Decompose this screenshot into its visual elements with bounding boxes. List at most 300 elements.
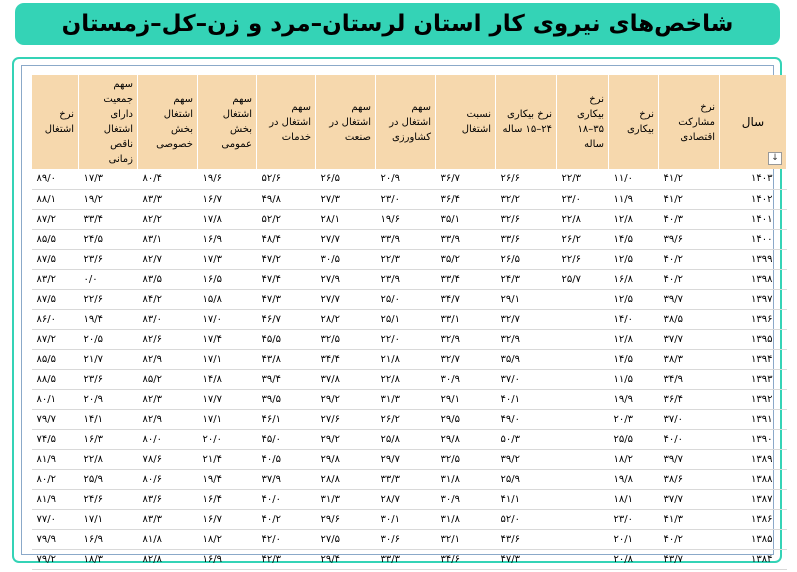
table-cell: ۸۸/۵	[32, 369, 79, 389]
table-cell: ۷۷/۰	[32, 509, 79, 529]
table-cell: ۸۸/۱	[32, 189, 79, 209]
table-cell: ۲۹/۲	[316, 389, 376, 409]
column-header: سهم جمعیت دارای اشتغال ناقص زمانی	[79, 75, 138, 169]
table-cell	[557, 469, 609, 489]
table-cell: ۳۳/۹	[436, 229, 496, 249]
table-cell: ۴۳/۸	[257, 349, 316, 369]
table-cell: ۳۷/۰	[659, 409, 720, 429]
table-panel	[12, 57, 782, 563]
table-cell: ۲۴/۳	[496, 269, 557, 289]
year-cell: ۱۳۹۰	[720, 429, 787, 449]
table-cell: ۲۷/۳	[316, 189, 376, 209]
table-cell: ۸۷/۲	[32, 209, 79, 229]
table-cell: ۱۹/۸	[609, 469, 659, 489]
table-row	[32, 449, 787, 469]
table-cell: ۳۲/۹	[496, 329, 557, 349]
table-cell: ۲۹/۱	[496, 289, 557, 309]
table-cell: ۲۰/۹	[376, 169, 436, 189]
table-cell: ۳۱/۳	[316, 489, 376, 509]
table-cell: ۸۵/۵	[32, 229, 79, 249]
table-cell: ۱۹/۴	[198, 469, 257, 489]
table-cell: ۱۹/۴	[79, 309, 138, 329]
table-cell: ۳۹/۷	[659, 449, 720, 469]
table-cell: ۱۷/۰	[198, 309, 257, 329]
table-row	[32, 329, 787, 349]
table-cell: ۱۶/۵	[198, 269, 257, 289]
table-cell: ۴۷/۳	[496, 549, 557, 569]
table-cell: ۱۷/۱	[198, 409, 257, 429]
table-cell: ۲۲/۸	[79, 449, 138, 469]
table-cell: ۳۶/۷	[436, 169, 496, 189]
table-cell: ۰/۰	[79, 269, 138, 289]
column-header: نرخ مشارکت اقتصادی	[659, 75, 720, 169]
table-cell: ۸۳/۰	[138, 309, 198, 329]
table-cell: ۸۱/۹	[32, 489, 79, 509]
table-cell: ۵۰/۳	[496, 429, 557, 449]
table-cell: ۸۷/۵	[32, 289, 79, 309]
table-cell: ۴۹/۸	[257, 189, 316, 209]
table-cell: ۳۲/۹	[436, 329, 496, 349]
table-cell: ۴۳/۶	[496, 529, 557, 549]
table-cell: ۲۹/۷	[376, 449, 436, 469]
table-cell: ۲۰/۸	[609, 549, 659, 569]
table-cell: ۴۱/۳	[659, 509, 720, 529]
table-cell: ۲۲/۸	[376, 369, 436, 389]
table-cell: ۲۵/۹	[79, 469, 138, 489]
table-cell: ۴۲/۳	[257, 549, 316, 569]
table-cell: ۱۶/۹	[79, 529, 138, 549]
table-cell: ۸۰/۰	[138, 429, 198, 449]
table-cell	[557, 529, 609, 549]
year-cell: ۱۴۰۳	[720, 169, 787, 189]
column-header: نرخ اشتغال	[32, 75, 79, 169]
table-cell: ۱۴/۵	[609, 229, 659, 249]
table-cell: ۳۹/۲	[496, 449, 557, 469]
table-cell: ۲۵/۰	[376, 289, 436, 309]
table-cell: ۱۴/۰	[609, 309, 659, 329]
table-cell: ۸۳/۲	[32, 269, 79, 289]
table-cell: ۴۰/۲	[659, 529, 720, 549]
table-cell	[557, 409, 609, 429]
table-cell: ۳۰/۱	[376, 509, 436, 529]
year-cell: ۱۳۹۷	[720, 289, 787, 309]
table-row	[32, 429, 787, 449]
table-cell: ۳۲/۵	[436, 449, 496, 469]
table-cell: ۸۴/۲	[138, 289, 198, 309]
table-cell: ۲۶/۲	[376, 409, 436, 429]
table-cell: ۱۶/۹	[198, 229, 257, 249]
table-cell: ۳۶/۴	[436, 189, 496, 209]
table-cell: ۳۵/۱	[436, 209, 496, 229]
year-cell: ۱۳۸۵	[720, 529, 787, 549]
table-cell: ۵۲/۲	[257, 209, 316, 229]
table-cell: ۲۳/۰	[609, 509, 659, 529]
table-cell: ۱۹/۶	[376, 209, 436, 229]
table-cell: ۲۶/۶	[496, 169, 557, 189]
table-cell: ۱۶/۸	[609, 269, 659, 289]
table-row	[32, 389, 787, 409]
table-cell: ۲۰/۱	[609, 529, 659, 549]
table-cell: ۸۳/۵	[138, 269, 198, 289]
table-cell: ۳۲/۷	[496, 309, 557, 329]
table-cell: ۲۲/۰	[376, 329, 436, 349]
table-row	[32, 349, 787, 369]
table-cell: ۳۹/۷	[659, 289, 720, 309]
spreadsheet-frame	[21, 65, 779, 565]
table-cell: ۱۶/۷	[198, 189, 257, 209]
table-cell: ۸۰/۴	[138, 169, 198, 189]
table-cell: ۲۱/۴	[198, 449, 257, 469]
table-cell: ۱۷/۸	[198, 209, 257, 229]
table-cell: ۳۰/۹	[436, 369, 496, 389]
table-cell: ۲۳/۶	[79, 249, 138, 269]
year-cell: ۱۳۹۵	[720, 329, 787, 349]
table-cell: ۳۸/۳	[659, 349, 720, 369]
table-cell: ۳۴/۶	[436, 549, 496, 569]
table-cell: ۷۹/۲	[32, 549, 79, 569]
year-cell: ۱۳۹۸	[720, 269, 787, 289]
column-header: سهم اشتغال در صنعت	[316, 75, 376, 169]
table-cell	[557, 549, 609, 569]
year-cell: ۱۳۸۹	[720, 449, 787, 469]
table-cell	[557, 329, 609, 349]
table-row	[32, 369, 787, 389]
table-cell: ۳۳/۴	[79, 209, 138, 229]
table-cell: ۳۱/۸	[436, 469, 496, 489]
table-cell: ۸۲/۸	[138, 549, 198, 569]
table-cell: ۱۴/۱	[79, 409, 138, 429]
table-cell: ۱۶/۹	[198, 549, 257, 569]
table-cell: ۳۹/۴	[257, 369, 316, 389]
table-cell: ۳۰/۹	[436, 489, 496, 509]
table-cell: ۸۳/۱	[138, 229, 198, 249]
table-cell: ۱۷/۱	[198, 349, 257, 369]
table-cell: ۱۸/۱	[609, 489, 659, 509]
table-cell: ۱۲/۵	[609, 289, 659, 309]
column-header: نرخ بیکاری ۳۵–۱۸ ساله	[557, 75, 609, 169]
table-cell: ۱۵/۸	[198, 289, 257, 309]
table-cell: ۳۳/۳	[376, 549, 436, 569]
table-cell: ۳۴/۹	[659, 369, 720, 389]
table-cell: ۴۰/۱	[496, 389, 557, 409]
table-cell: ۸۹/۰	[32, 169, 79, 189]
table-cell: ۳۲/۲	[496, 189, 557, 209]
table-cell: ۱۹/۹	[609, 389, 659, 409]
table-cell: ۸۲/۷	[138, 249, 198, 269]
table-cell: ۱۶/۷	[198, 509, 257, 529]
table-cell: ۴۹/۰	[496, 409, 557, 429]
table-cell: ۸۰/۲	[32, 469, 79, 489]
table-cell: ۳۹/۵	[257, 389, 316, 409]
table-cell: ۱۷/۷	[198, 389, 257, 409]
table-cell: ۳۵/۲	[436, 249, 496, 269]
table-cell: ۸۲/۹	[138, 349, 198, 369]
column-header-year[interactable]: سال ↓	[720, 75, 787, 169]
table-row	[32, 529, 787, 549]
table-cell: ۴۰/۲	[659, 249, 720, 269]
table-cell: ۲۲/۶	[557, 249, 609, 269]
table-cell: ۱۸/۲	[609, 449, 659, 469]
table-cell: ۲۲/۳	[557, 169, 609, 189]
table-cell: ۲۸/۱	[316, 209, 376, 229]
labor-indicators-table	[31, 75, 787, 570]
table-cell: ۲۰/۵	[79, 329, 138, 349]
table-cell: ۸۳/۳	[138, 509, 198, 529]
table-cell: ۳۹/۶	[659, 229, 720, 249]
column-header: سهم اشتغال بخش خصوصی	[138, 75, 198, 169]
table-cell: ۲۹/۴	[316, 549, 376, 569]
table-cell: ۳۶/۴	[659, 389, 720, 409]
table-cell: ۸۵/۵	[32, 349, 79, 369]
table-row	[32, 409, 787, 429]
year-cell: ۱۳۸۸	[720, 469, 787, 489]
table-cell: ۸۵/۲	[138, 369, 198, 389]
table-cell: ۲۱/۷	[79, 349, 138, 369]
table-cell: ۱۸/۲	[198, 529, 257, 549]
table-cell	[557, 309, 609, 329]
table-cell: ۱۶/۴	[198, 489, 257, 509]
table-cell: ۲۷/۵	[316, 529, 376, 549]
year-cell: ۱۴۰۰	[720, 229, 787, 249]
table-cell: ۲۹/۵	[436, 409, 496, 429]
table-cell: ۴۰/۲	[257, 509, 316, 529]
table-cell: ۲۲/۸	[557, 209, 609, 229]
table-row	[32, 229, 787, 249]
table-row	[32, 169, 787, 189]
table-cell: ۱۲/۵	[609, 249, 659, 269]
table-cell: ۱۹/۶	[198, 169, 257, 189]
table-cell: ۲۵/۷	[557, 269, 609, 289]
table-row	[32, 249, 787, 269]
table-cell: ۲۸/۲	[316, 309, 376, 329]
table-cell: ۲۰/۹	[79, 389, 138, 409]
table-cell: ۴۰/۲	[659, 269, 720, 289]
table-cell: ۳۲/۷	[436, 349, 496, 369]
table-cell: ۵۲/۶	[257, 169, 316, 189]
table-cell: ۸۷/۲	[32, 329, 79, 349]
table-cell: ۲۴/۶	[79, 489, 138, 509]
table-row	[32, 269, 787, 289]
table-cell: ۳۷/۷	[659, 329, 720, 349]
column-header: نسبت اشتغال	[436, 75, 496, 169]
table-cell: ۸۱/۹	[32, 449, 79, 469]
table-cell: ۴۰/۵	[257, 449, 316, 469]
table-cell: ۳۳/۴	[436, 269, 496, 289]
table-cell: ۱۴/۸	[198, 369, 257, 389]
table-cell: ۸۶/۰	[32, 309, 79, 329]
table-cell: ۳۱/۳	[376, 389, 436, 409]
table-cell: ۷۹/۷	[32, 409, 79, 429]
table-cell: ۲۶/۵	[316, 169, 376, 189]
table-cell	[557, 509, 609, 529]
table-cell: ۴۱/۲	[659, 169, 720, 189]
table-cell: ۲۹/۲	[316, 429, 376, 449]
table-cell: ۳۳/۳	[376, 469, 436, 489]
table-cell: ۷۹/۹	[32, 529, 79, 549]
table-cell: ۲۹/۶	[316, 509, 376, 529]
table-cell: ۳۷/۹	[257, 469, 316, 489]
table-cell: ۸۱/۸	[138, 529, 198, 549]
table-cell: ۳۱/۸	[436, 509, 496, 529]
table-cell: ۱۷/۳	[79, 169, 138, 189]
table-cell: ۸۰/۶	[138, 469, 198, 489]
table-cell: ۱۲/۸	[609, 329, 659, 349]
table-row	[32, 289, 787, 309]
table-cell: ۲۹/۱	[436, 389, 496, 409]
table-cell: ۲۳/۰	[376, 189, 436, 209]
title-banner	[15, 3, 780, 45]
table-cell: ۴۱/۱	[496, 489, 557, 509]
table-cell	[557, 449, 609, 469]
table-cell: ۵۲/۰	[496, 509, 557, 529]
table-cell: ۲۳/۰	[557, 189, 609, 209]
table-cell: ۳۳/۶	[496, 229, 557, 249]
table-cell: ۲۳/۹	[376, 269, 436, 289]
table-cell: ۱۹/۲	[79, 189, 138, 209]
table-row	[32, 549, 787, 569]
column-header: نرخ بیکاری ۲۴–۱۵ ساله	[496, 75, 557, 169]
table-cell: ۴۷/۳	[257, 289, 316, 309]
table-cell: ۲۵/۸	[376, 429, 436, 449]
table-cell: ۳۸/۶	[659, 469, 720, 489]
table-cell: ۲۶/۲	[557, 229, 609, 249]
page-title: شاخص‌های نیروی کار استان لرستان–مرد و زن–کل–زمستان	[61, 11, 734, 37]
column-header: سهم اشتغال بخش عمومی	[198, 75, 257, 169]
column-header: سهم اشتغال در کشاورزی	[376, 75, 436, 169]
table-cell: ۲۷/۷	[316, 289, 376, 309]
table-cell: ۱۷/۱	[79, 509, 138, 529]
table-body	[32, 169, 787, 569]
year-cell: ۱۳۹۶	[720, 309, 787, 329]
table-cell: ۸۳/۶	[138, 489, 198, 509]
table-cell: ۲۵/۵	[609, 429, 659, 449]
table-cell: ۲۹/۸	[436, 429, 496, 449]
table-cell: ۳۸/۵	[659, 309, 720, 329]
table-cell: ۴۵/۰	[257, 429, 316, 449]
table-cell: ۳۳/۹	[376, 229, 436, 249]
table-cell	[557, 389, 609, 409]
table-cell: ۳۳/۱	[436, 309, 496, 329]
table-cell	[557, 289, 609, 309]
table-cell: ۴۱/۲	[659, 189, 720, 209]
table-row	[32, 489, 787, 509]
year-cell: ۱۳۹۴	[720, 349, 787, 369]
table-cell: ۲۲/۳	[376, 249, 436, 269]
table-cell: ۱۶/۳	[79, 429, 138, 449]
table-cell: ۲۶/۵	[496, 249, 557, 269]
table-cell: ۳۲/۶	[496, 209, 557, 229]
table-cell: ۱۷/۴	[198, 329, 257, 349]
table-cell: ۸۰/۱	[32, 389, 79, 409]
table-cell: ۴۲/۰	[257, 529, 316, 549]
year-cell: ۱۳۹۲	[720, 389, 787, 409]
table-cell: ۲۵/۹	[496, 469, 557, 489]
table-cell: ۴۶/۷	[257, 309, 316, 329]
table-cell: ۱۴/۵	[609, 349, 659, 369]
year-cell: ۱۴۰۱	[720, 209, 787, 229]
table-cell: ۴۵/۵	[257, 329, 316, 349]
table-cell	[557, 489, 609, 509]
year-cell: ۱۳۸۷	[720, 489, 787, 509]
table-cell: ۳۵/۹	[496, 349, 557, 369]
table-cell: ۲۴/۵	[79, 229, 138, 249]
table-cell: ۳۴/۴	[316, 349, 376, 369]
table-cell: ۴۰/۳	[659, 209, 720, 229]
table-header-row	[32, 75, 787, 169]
table-cell	[557, 349, 609, 369]
table-cell: ۱۸/۳	[79, 549, 138, 569]
table-cell: ۲۰/۳	[609, 409, 659, 429]
table-cell	[557, 429, 609, 449]
table-cell: ۳۲/۱	[436, 529, 496, 549]
table-cell: ۳۷/۷	[659, 489, 720, 509]
table-cell	[557, 369, 609, 389]
table-cell: ۳۴/۷	[436, 289, 496, 309]
table-cell: ۸۲/۳	[138, 389, 198, 409]
table-cell: ۳۷/۸	[316, 369, 376, 389]
table-row	[32, 309, 787, 329]
table-cell: ۱۱/۵	[609, 369, 659, 389]
table-cell: ۲۸/۷	[376, 489, 436, 509]
table-cell: ۲۸/۸	[316, 469, 376, 489]
table-cell: ۲۵/۱	[376, 309, 436, 329]
year-cell: ۱۳۹۱	[720, 409, 787, 429]
table-cell: ۲۷/۶	[316, 409, 376, 429]
year-cell: ۱۳۸۶	[720, 509, 787, 529]
table-cell: ۴۳/۷	[659, 549, 720, 569]
table-cell: ۸۳/۳	[138, 189, 198, 209]
table-cell: ۸۷/۵	[32, 249, 79, 269]
table-cell: ۲۲/۶	[79, 289, 138, 309]
table-cell: ۴۷/۲	[257, 249, 316, 269]
table-cell: ۴۰/۰	[257, 489, 316, 509]
table-row	[32, 509, 787, 529]
table-cell: ۴۶/۱	[257, 409, 316, 429]
column-header: نرخ بیکاری	[609, 75, 659, 169]
table-row	[32, 469, 787, 489]
table-cell: ۳۰/۵	[316, 249, 376, 269]
year-cell: ۱۳۸۴	[720, 549, 787, 569]
table-cell: ۱۲/۸	[609, 209, 659, 229]
table-cell: ۸۲/۹	[138, 409, 198, 429]
table-cell: ۲۷/۹	[316, 269, 376, 289]
column-header: سهم اشتغال در خدمات	[257, 75, 316, 169]
table-cell: ۳۲/۵	[316, 329, 376, 349]
table-cell: ۷۴/۵	[32, 429, 79, 449]
table-cell: ۷۸/۶	[138, 449, 198, 469]
table-cell: ۲۱/۸	[376, 349, 436, 369]
table-cell: ۸۲/۲	[138, 209, 198, 229]
table-cell: ۳۰/۶	[376, 529, 436, 549]
table-cell: ۸۲/۶	[138, 329, 198, 349]
sort-filter-icon[interactable]: ↓	[768, 152, 782, 165]
table-cell: ۱۱/۰	[609, 169, 659, 189]
table-cell: ۴۷/۴	[257, 269, 316, 289]
year-cell: ۱۳۹۹	[720, 249, 787, 269]
table-cell: ۳۷/۰	[496, 369, 557, 389]
year-cell: ۱۴۰۲	[720, 189, 787, 209]
table-row	[32, 209, 787, 229]
table-cell: ۴۰/۰	[659, 429, 720, 449]
year-cell: ۱۳۹۳	[720, 369, 787, 389]
table-cell: ۲۳/۶	[79, 369, 138, 389]
table-row	[32, 189, 787, 209]
table-cell: ۴۸/۴	[257, 229, 316, 249]
table-cell: ۲۹/۸	[316, 449, 376, 469]
table-cell: ۲۷/۷	[316, 229, 376, 249]
table-cell: ۲۰/۰	[198, 429, 257, 449]
table-cell: ۱۷/۳	[198, 249, 257, 269]
